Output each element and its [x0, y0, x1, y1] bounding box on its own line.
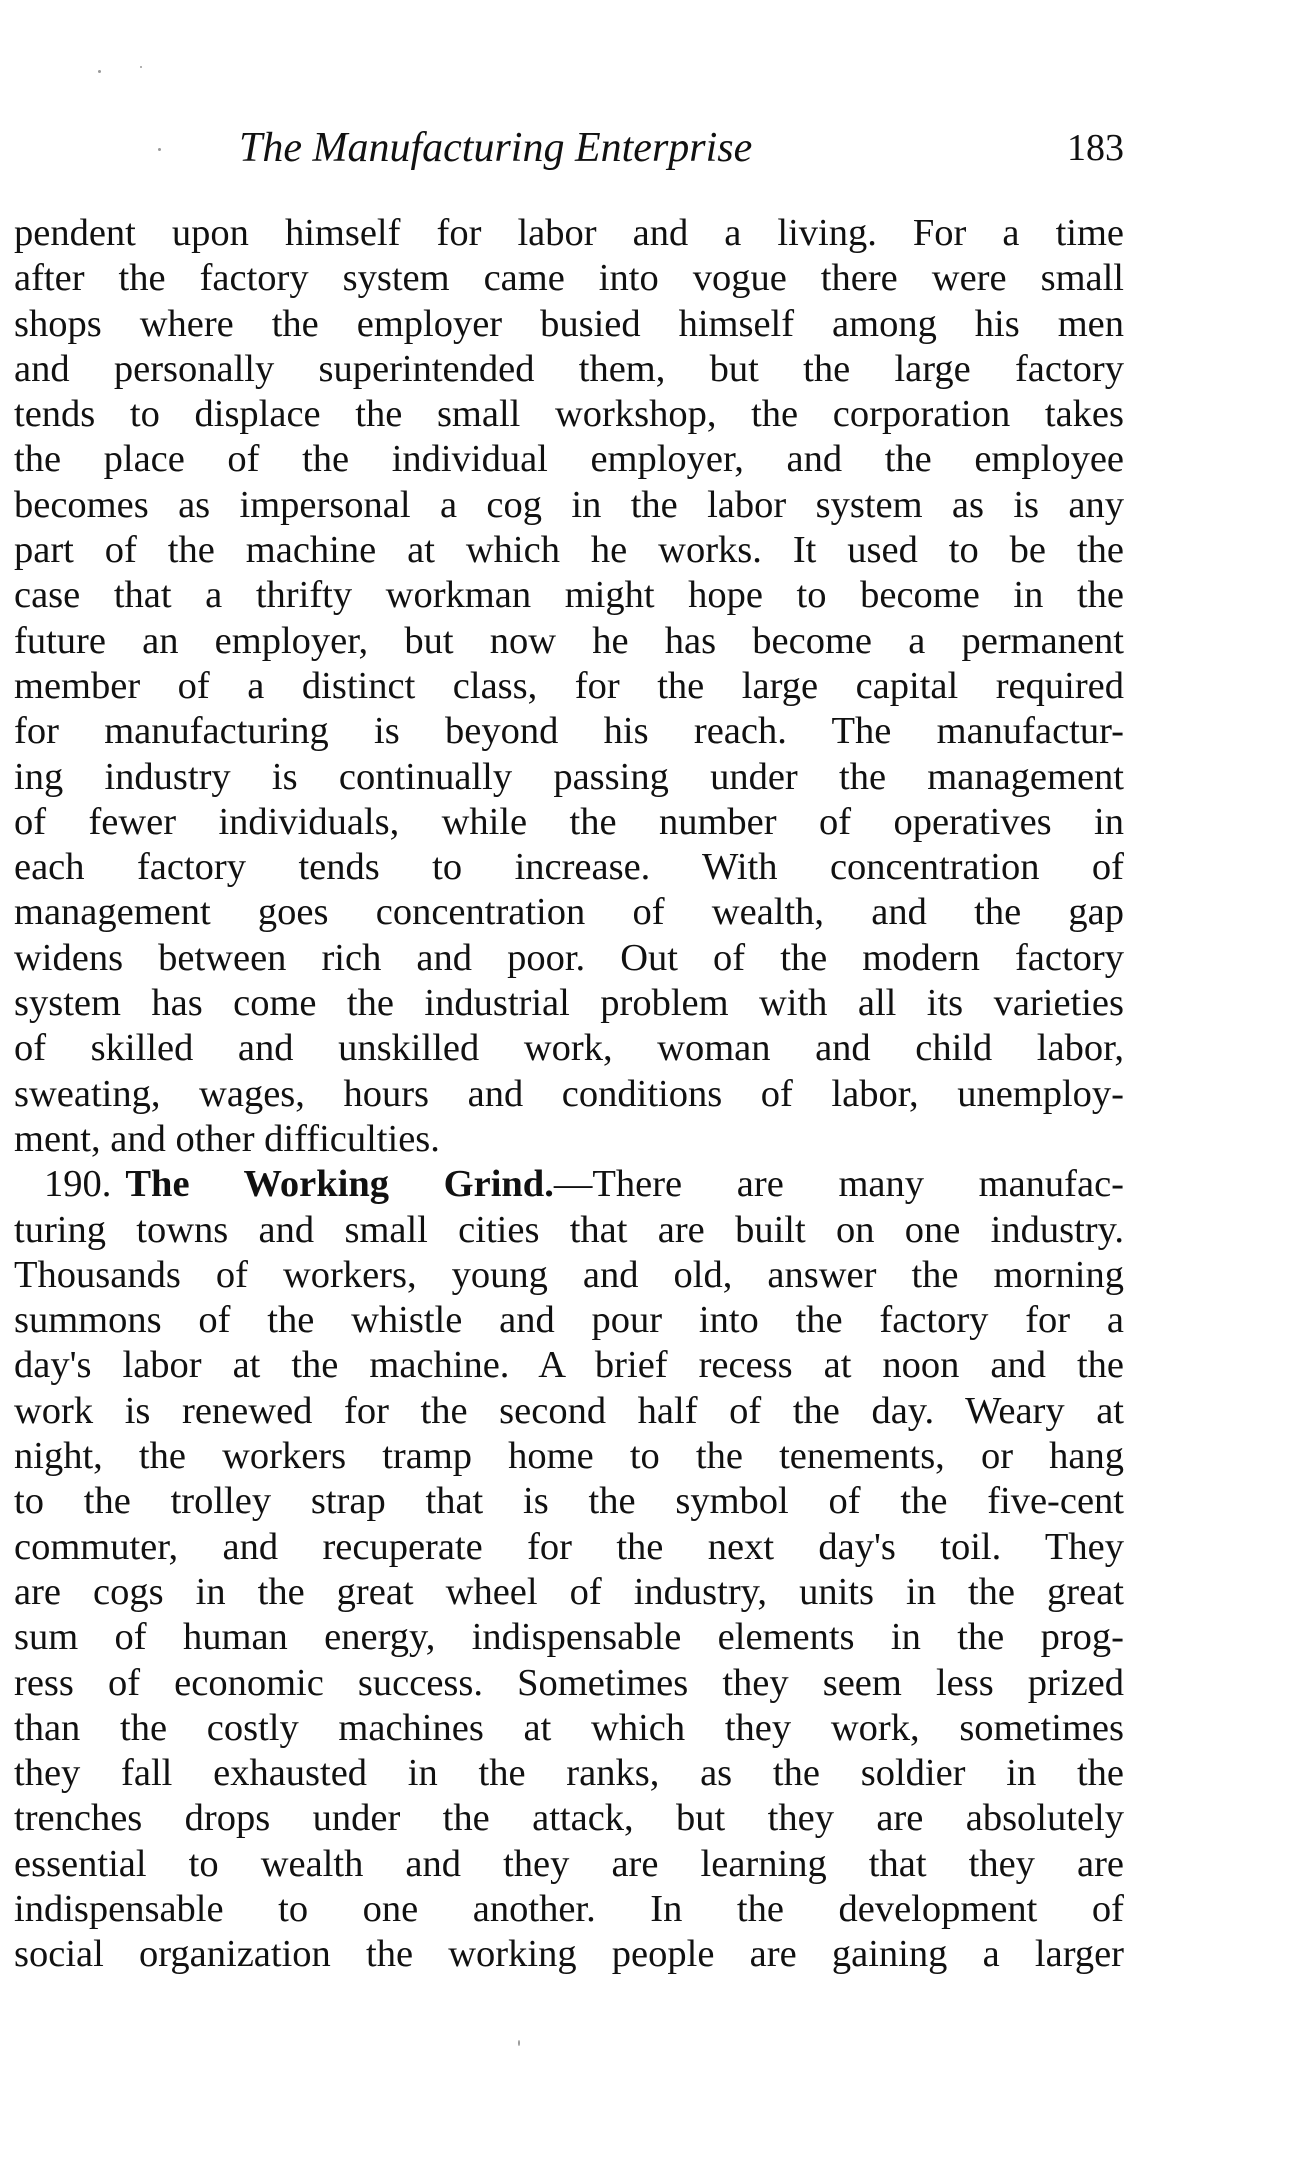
- text-line: social organization the working people are gaining a larger: [14, 1933, 1124, 1976]
- text-line: of fewer individuals, while the number of operatives in: [14, 800, 1124, 843]
- section-heading-line: [14, 1162, 1124, 1207]
- text-line: night, the workers tramp home to the tenements, or hang: [14, 1435, 1124, 1478]
- section-title: The Working Grind.: [125, 1163, 554, 1206]
- text-line: day's labor at the machine. A brief recess at noon and the: [14, 1344, 1124, 1387]
- text-line: the place of the individual employer, and the employee: [14, 438, 1124, 481]
- text-line: shops where the employer busied himself among his men: [14, 302, 1124, 345]
- text-line: of skilled and unskilled work, woman and child labor,: [14, 1027, 1124, 1070]
- text-line: ress of economic success. Sometimes they seem less prized: [14, 1661, 1124, 1704]
- text-line: pendent upon himself for labor and a living. For a time: [14, 212, 1124, 254]
- text-line: they fall exhausted in the ranks, as the soldier in the: [14, 1752, 1124, 1795]
- paragraph-continued: [14, 211, 1124, 1162]
- running-title: The Manufacturing Enterprise: [239, 125, 753, 171]
- text-line: to the trolley strap that is the symbol of the five-cent: [14, 1480, 1124, 1523]
- text-line: summons of the whistle and pour into the factory for a: [14, 1299, 1124, 1342]
- text-line: case that a thrifty workman might hope to become in the: [14, 574, 1124, 617]
- text-line: management goes concentration of wealth, and the gap: [14, 891, 1124, 934]
- page-number: 183: [1067, 127, 1124, 169]
- text-line: widens between rich and poor. Out of the modern factory: [14, 936, 1124, 979]
- section-190: [14, 1162, 1124, 1977]
- text-line: ment, and other difficulties.: [14, 1117, 440, 1160]
- text-line: sum of human energy, indispensable elements in the prog-: [14, 1616, 1124, 1659]
- section-first-line-text: —There are many manufac-: [553, 1163, 1124, 1206]
- text-line: becomes as impersonal a cog in the labor system as is any: [14, 483, 1124, 526]
- text-line: future an employer, but now he has become a permanent: [14, 619, 1124, 662]
- text-line: member of a distinct class, for the large capital required: [14, 664, 1124, 707]
- text-line: turing towns and small cities that are built on one industry.: [14, 1208, 1124, 1251]
- text-line: system has come the industrial problem with all its varieties: [14, 982, 1124, 1025]
- scan-speck: [518, 2040, 520, 2046]
- text-line: work is renewed for the second half of the day. Weary at: [14, 1389, 1124, 1432]
- text-line: Thousands of workers, young and old, answer the morning: [14, 1253, 1124, 1296]
- scan-speck: [140, 66, 142, 68]
- text-line: after the factory system came into vogue there were small: [14, 257, 1124, 300]
- text-line: are cogs in the great wheel of industry, units in the great: [14, 1570, 1124, 1613]
- text-line: than the costly machines at which they work, sometimes: [14, 1706, 1124, 1749]
- text-line: trenches drops under the attack, but they are absolutely: [14, 1797, 1124, 1840]
- text-line: tends to displace the small workshop, the corporation takes: [14, 393, 1124, 436]
- text-line: commuter, and recuperate for the next day's toil. They: [14, 1525, 1124, 1568]
- running-head: [14, 124, 1124, 172]
- text-line: part of the machine at which he works. It used to be the: [14, 529, 1124, 572]
- text-line: each factory tends to increase. With concentration of: [14, 846, 1124, 889]
- section-number: 190.: [44, 1163, 112, 1206]
- text-line: essential to wealth and they are learning that they are: [14, 1842, 1124, 1885]
- text-line: and personally superintended them, but the large factory: [14, 347, 1124, 390]
- scan-speck: [98, 70, 101, 73]
- body-text: [14, 211, 1124, 1978]
- scan-speck: [158, 148, 161, 151]
- text-line: for manufacturing is beyond his reach. The manufactur-: [14, 710, 1124, 753]
- text-line: indispensable to one another. In the development of: [14, 1887, 1124, 1930]
- text-line: sweating, wages, hours and conditions of labor, unemploy-: [14, 1072, 1124, 1115]
- text-line: ing industry is continually passing under the management: [14, 755, 1124, 798]
